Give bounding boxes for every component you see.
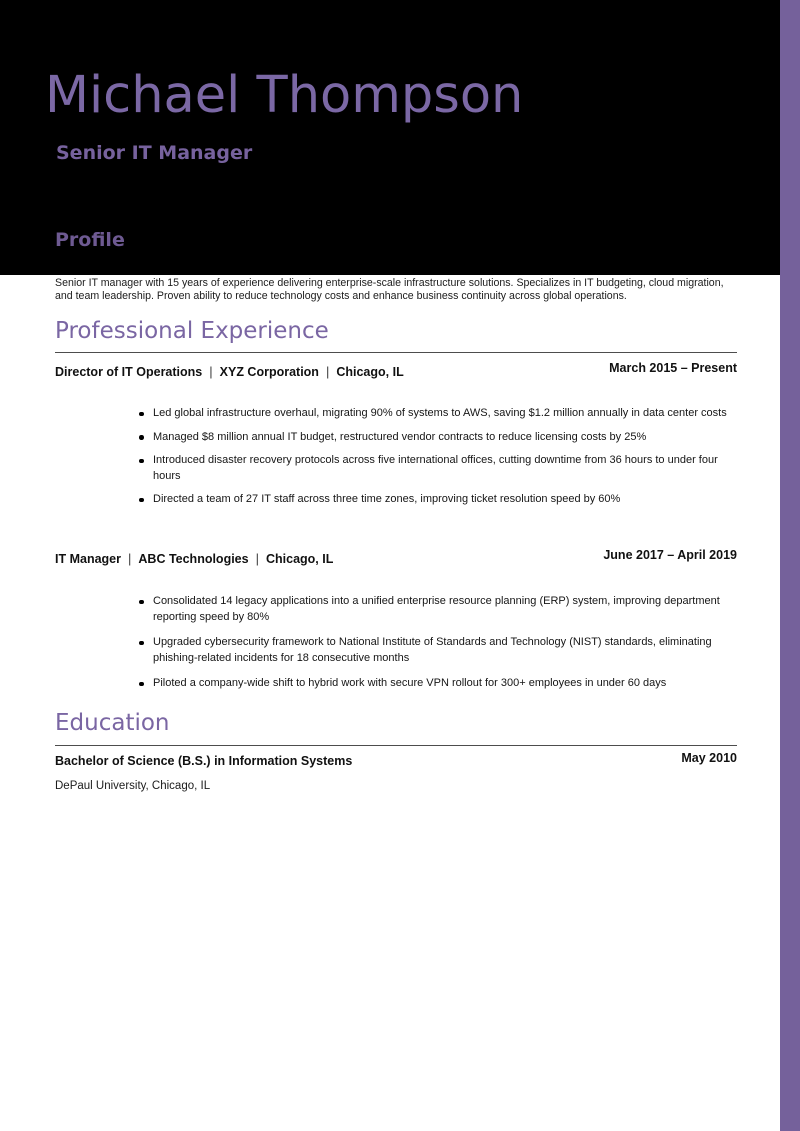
bullet-text: Consolidated 14 legacy applications into a unified enterprise resource planning (ERP) system, improving department reporting speed by 80% [153,595,720,623]
degree-dates: May 2010 [681,751,737,765]
school-name: DePaul University, Chicago, IL [55,780,211,792]
experience-divider [55,352,737,353]
bullet-text: Directed a team of 27 IT staff across three time zones, improving ticket resolution speed by 60% [153,493,621,505]
bullet-dot [139,412,144,417]
separator-bar: | [128,551,132,566]
job-location: Chicago, IL [336,365,404,379]
education-heading: Education [55,710,170,736]
separator-bar: | [209,364,213,379]
accent-stripe [780,0,800,1131]
job-header-2 [55,548,737,566]
job-title-line [55,551,333,566]
job-title: IT Manager [55,552,121,566]
job-title-line [55,364,404,379]
bullet-text: Led global infrastructure overhaul, migrating 90% of systems to AWS, saving $1.2 million annually in data center costs [153,407,727,419]
job-company: ABC Technologies [138,552,249,566]
bullet-item [137,492,737,508]
bullet-dot [139,682,144,687]
job-dates: March 2015 – Present [609,361,737,375]
bullet-text: Piloted a company-wide shift to hybrid work with secure VPN rollout for 300+ employees in under 60 days [153,677,667,689]
candidate-name: Michael Thompson [45,66,524,125]
bullet-dot [139,435,144,440]
separator-bar: | [325,364,330,379]
bullet-text: Upgraded cybersecurity framework to National Institute of Standards and Technology (NIST) standards, eliminating phishing-related incidents for 18 consecutive months [153,636,712,664]
bullet-dot [139,600,144,605]
bullet-item [137,676,737,692]
bullet-item [137,635,737,666]
bullet-text: Managed $8 million annual IT budget, restructured vendor contracts to reduce licensing costs by 25% [153,430,647,443]
job-bullets-2 [137,594,737,702]
education-entry-header [55,751,737,768]
job-location: Chicago, IL [265,552,334,566]
experience-heading: Professional Experience [55,318,329,344]
education-divider [55,745,737,746]
job-dates: June 2017 – April 2019 [603,548,737,562]
bullet-text: Introduced disaster recovery protocols across five international offices, cutting downtime from 36 hours to under four hours [153,454,718,482]
profile-summary: Senior IT manager with 15 years of experience delivering enterprise-scale infrastructure solutions. Specializes in IT budgeting, cloud migration, and team leadership. Proven ability to reduce technology costs and enhance business continuity across global operations. [55,277,724,302]
header-band [0,0,800,275]
separator-bar: | [255,551,259,566]
bullet-dot [139,498,144,503]
candidate-title: Senior IT Manager [56,142,253,164]
bullet-item [137,430,737,446]
bullet-item [137,453,737,484]
job-bullets-1 [137,406,737,516]
job-title: Director of IT Operations [55,365,203,379]
bullet-dot [139,459,144,464]
job-header-1 [55,361,737,379]
job-company: XYZ Corporation [219,365,319,379]
bullet-item [137,594,737,625]
profile-heading: Profile [55,229,125,251]
bullet-item [137,406,737,422]
bullet-dot [139,641,144,646]
degree-title: Bachelor of Science (B.S.) in Information Systems [55,754,353,768]
